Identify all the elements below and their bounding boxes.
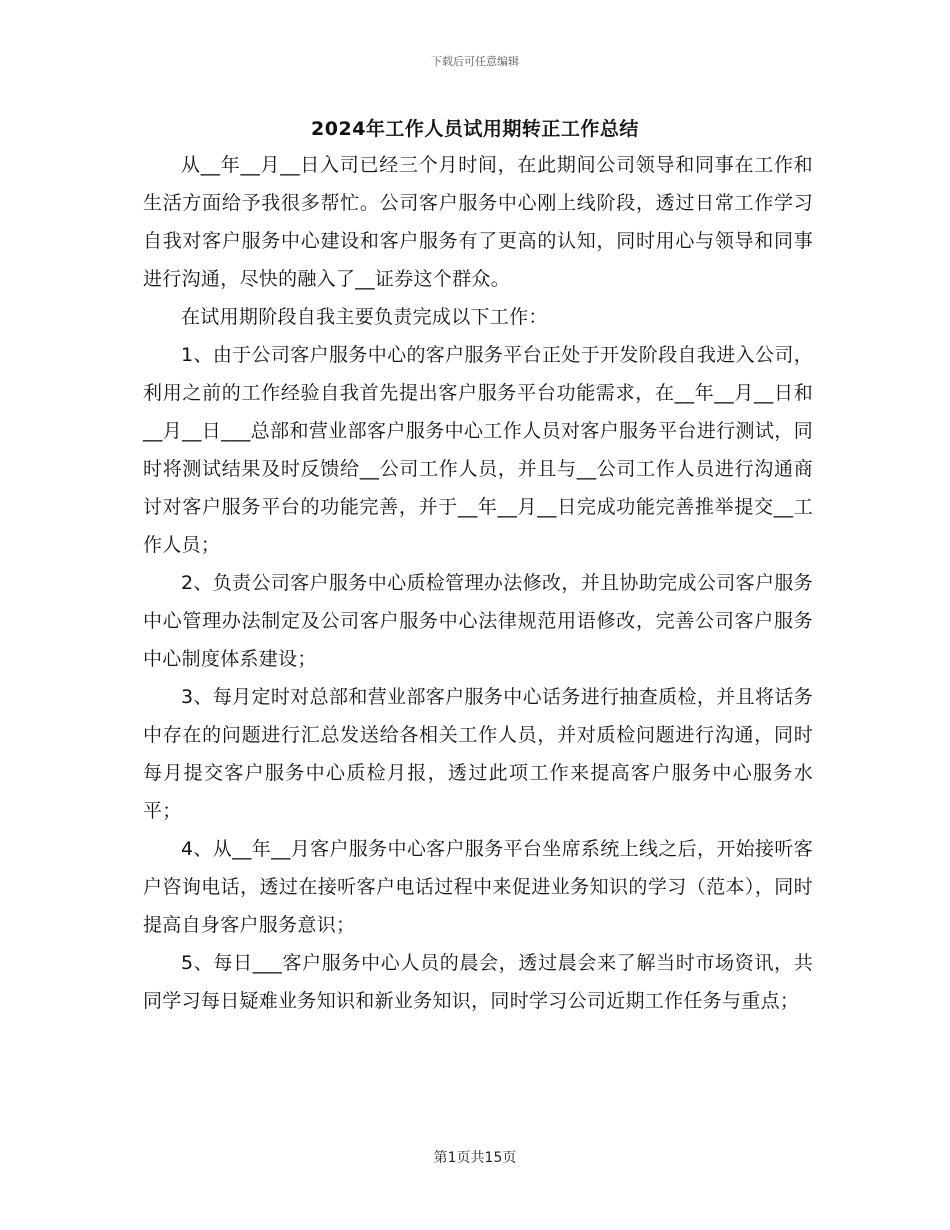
document-title: 2024年工作人员试用期转正工作总结 [311, 118, 639, 140]
header-note: 下载后可任意编辑 [431, 55, 519, 68]
paragraph-item-3: 3、每月定时对总部和营业部客户服务中心话务进行抽查质检，并且将话务中存在的问题进行汇总发送给各相关工作人员，并对质检问题进行沟通，同时每月提交客户服务中心质检月报，透过此项工作来提高客户服务中心服务水平； [143, 686, 813, 822]
page-footer: 第1页共15页 [433, 1150, 517, 1166]
paragraph-item-2: 2、负责公司客户服务中心质检管理办法修改，并且协助完成公司客户服务中心管理办法制定及公司客户服务中心法律规范用语修改，完善公司客户服务中心制度体系建设； [143, 572, 813, 670]
paragraph-item-1: 1、由于公司客户服务中心的客户服务平台正处于开发阶段自我进入公司，利用之前的工作经验自我首先提出客户服务平台功能需求，在__年__月__日和__月__日___总部和营业部客户服务中心工作人员对客户服务平台进行测试，同时将测试结果及时反馈给__公司工作人员，并且与__公司工作人员进行沟通商讨对客户服务平台的功能完善，并于__年__月__日完成功能完善推举提交__工作人员； [143, 344, 813, 556]
paragraph-item-5: 5、每日___客户服务中心人员的晨会，透过晨会来了解当时市场资讯，共同学习每日疑难业务知识和新业务知识，同时学习公司近期工作任务与重点； [143, 952, 813, 1012]
paragraph-item-4: 4、从__年__月客户服务中心客户服务平台坐席系统上线之后，开始接听客户咨询电话，透过在接听客户电话过程中来促进业务知识的学习（范本），同时提高自身客户服务意识； [143, 838, 813, 936]
paragraph-intro: 从__年__月__日入司已经三个月时间，在此期间公司领导和同事在工作和生活方面给予我很多帮忙。公司客户服务中心刚上线阶段，透过日常工作学习自我对客户服务中心建设和客户服务有了更高的认知，同时用心与领导和同事进行沟通，尽快的融入了__证券这个群众。 [143, 154, 813, 290]
paragraph-work-intro: 在试用期阶段自我主要负责完成以下工作： [181, 306, 548, 328]
document-body [143, 146, 813, 1020]
